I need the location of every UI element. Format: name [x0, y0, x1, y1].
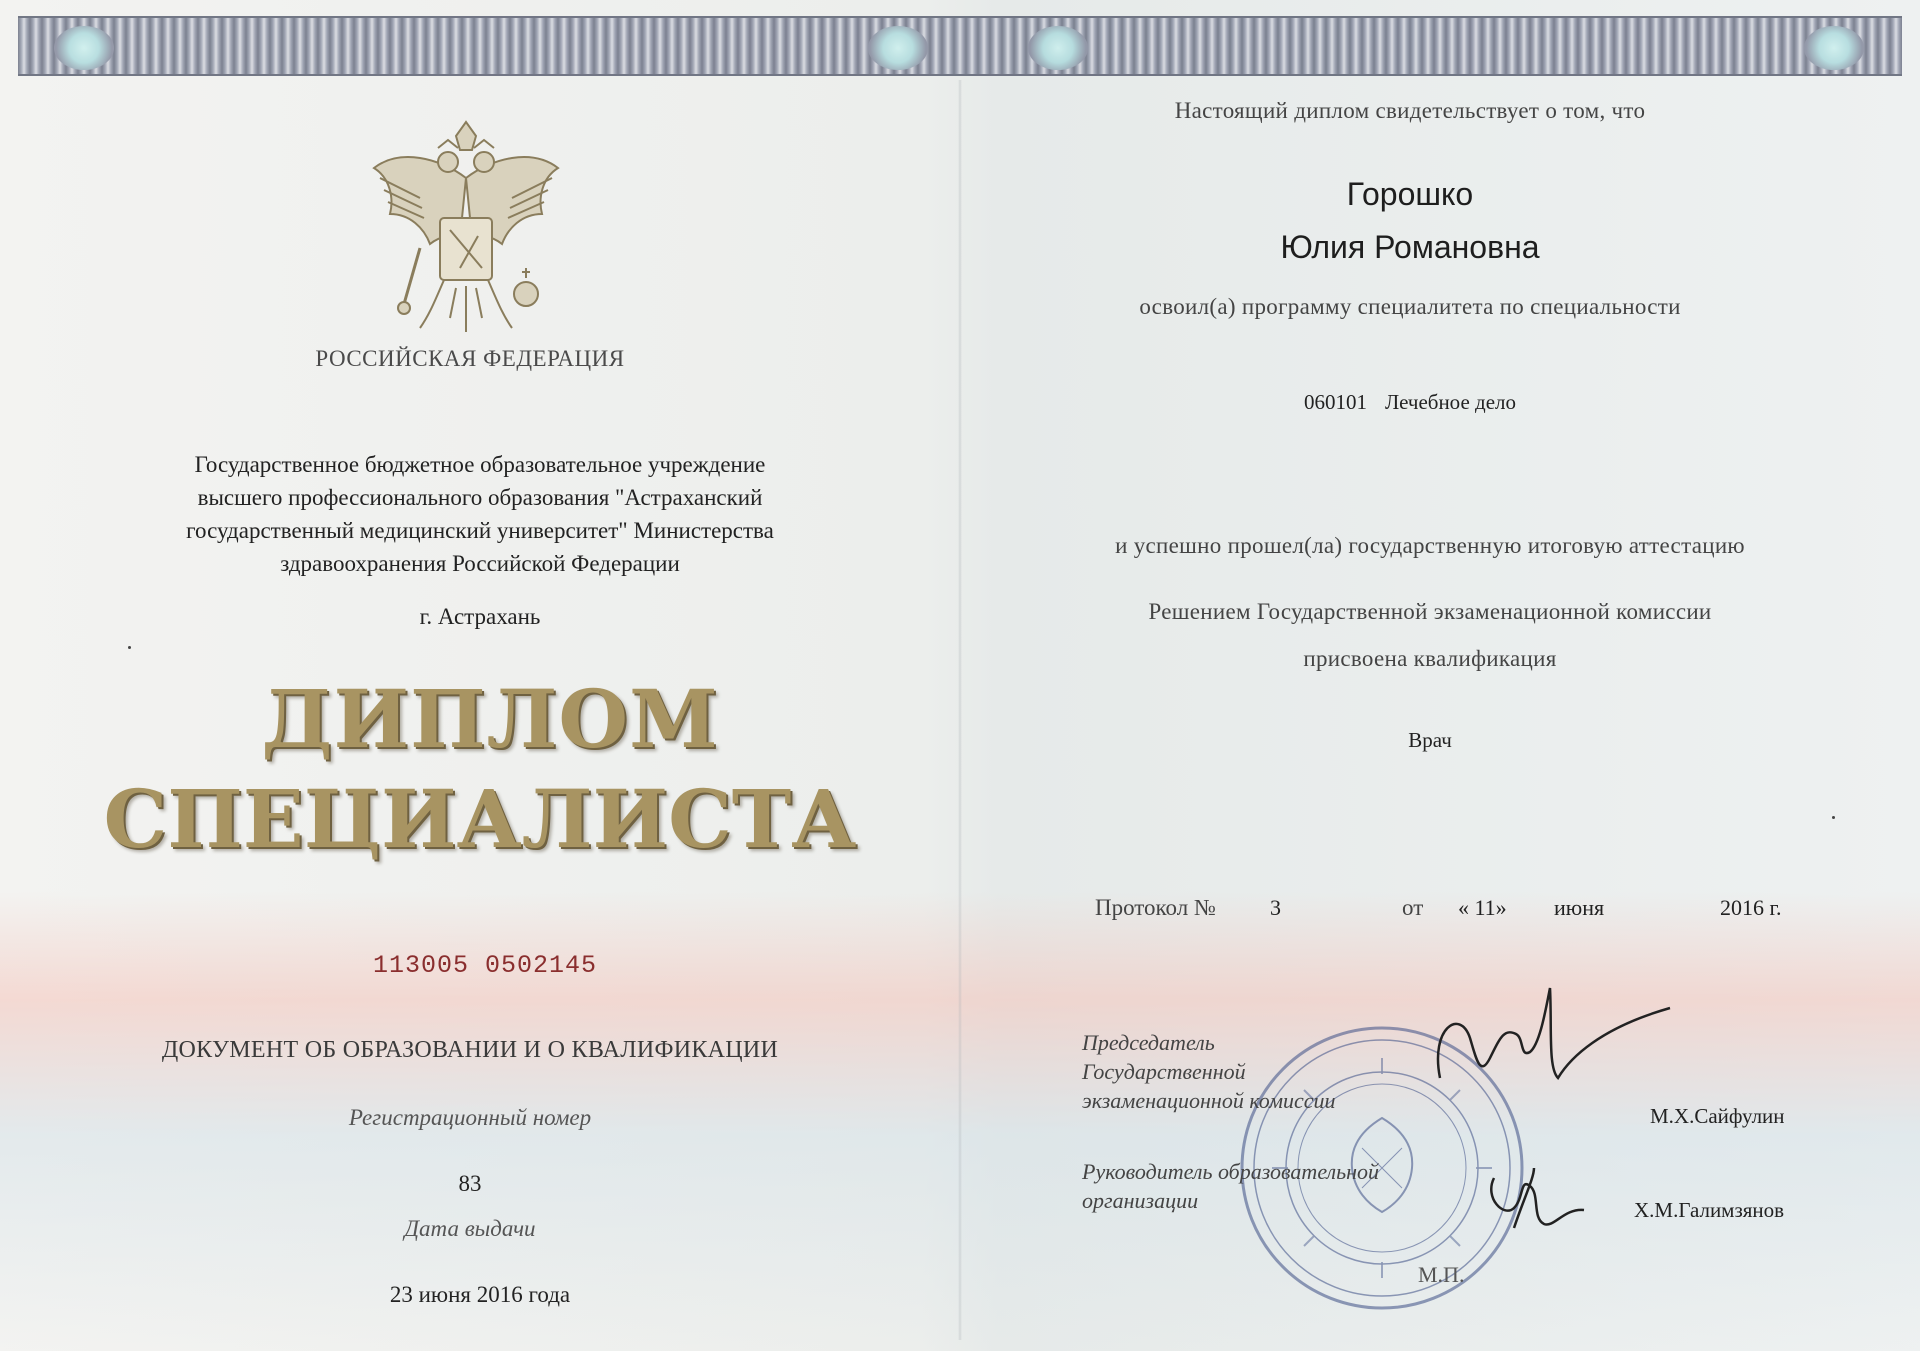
program-text: освоил(а) программу специалитета по специальности	[1139, 294, 1681, 319]
chairman-title-line: Государственной	[1082, 1059, 1246, 1084]
registration-number: 83	[458, 1171, 482, 1196]
protocol-label: Протокол №	[1095, 895, 1216, 920]
head-name: Х.М.Галимзянов	[1634, 1198, 1785, 1222]
head-signature-icon	[1474, 1158, 1594, 1238]
institution-line: Государственное бюджетное образовательное учреждение	[194, 452, 766, 477]
commission-decision-text: Решением Государственной экзаменационной комиссии	[1148, 599, 1712, 624]
chairman-title	[1082, 1028, 1336, 1115]
specialty	[1240, 390, 1580, 415]
issue-date: 23 июня 2016 года	[389, 1282, 571, 1307]
speck	[1832, 816, 1835, 819]
head-title-line: организации	[1082, 1188, 1199, 1213]
specialty-code: 060101	[1303, 390, 1367, 414]
graduate-given-names: Юлия Романовна	[1280, 229, 1540, 265]
registration-number-label: Регистрационный номер	[348, 1105, 592, 1130]
country-name: РОССИЙСКАЯ ФЕДЕРАЦИЯ	[315, 346, 625, 371]
head-title-line: Руководитель образовательной	[1082, 1159, 1380, 1184]
border-rosette	[1028, 26, 1088, 70]
protocol-number: 3	[1270, 895, 1281, 920]
qualification: Врач	[1408, 728, 1452, 752]
border-rosette	[54, 26, 114, 70]
page-fold	[958, 80, 962, 1340]
protocol-year: 2016 г.	[1720, 895, 1782, 920]
chairman-signature-icon	[1420, 968, 1680, 1108]
head-title	[1082, 1157, 1379, 1215]
institution-city: г. Астрахань	[419, 604, 541, 629]
seal-place-label: М.П.	[1418, 1262, 1465, 1287]
protocol-day: « 11»	[1458, 895, 1507, 920]
institution-line: высшего профессионального образования "Астраханский	[197, 485, 763, 510]
graduate-surname: Горошко	[1346, 176, 1474, 212]
document-type: ДОКУМЕНТ ОБ ОБРАЗОВАНИИ И О КВАЛИФИКАЦИИ	[161, 1037, 779, 1063]
diploma-title-line2: СПЕЦИАЛИСТА	[103, 772, 857, 866]
diploma-serial-number: 113005 0502145	[372, 951, 598, 980]
institution-line: государственный медицинский университет" Министерства	[186, 518, 774, 543]
certifies-text: Настоящий диплом свидетельствует о том, что	[1174, 98, 1646, 123]
qualification-assigned-text: присвоена квалификация	[1303, 646, 1557, 671]
protocol-from-label: от	[1402, 895, 1424, 920]
decorative-guilloche-border	[18, 16, 1902, 76]
border-rosette	[1804, 26, 1864, 70]
institution-line: здравоохранения Российской Федерации	[280, 551, 680, 576]
issue-date-label: Дата выдачи	[404, 1216, 536, 1241]
diploma-title-line1: ДИПЛОМ	[261, 672, 719, 766]
chairman-title-line: экзаменационной комиссии	[1082, 1088, 1336, 1113]
emblem-icon	[360, 118, 572, 344]
chairman-title-line: Председатель	[1082, 1030, 1215, 1055]
specialty-name: Лечебное дело	[1384, 390, 1516, 414]
border-rosette	[868, 26, 928, 70]
attestation-text: и успешно прошел(ла) государственную итоговую аттестацию	[1115, 533, 1745, 558]
institution-name	[140, 448, 820, 580]
chairman-name: М.Х.Сайфулин	[1650, 1104, 1785, 1128]
speck	[128, 646, 131, 649]
protocol-month: июня	[1554, 895, 1605, 920]
